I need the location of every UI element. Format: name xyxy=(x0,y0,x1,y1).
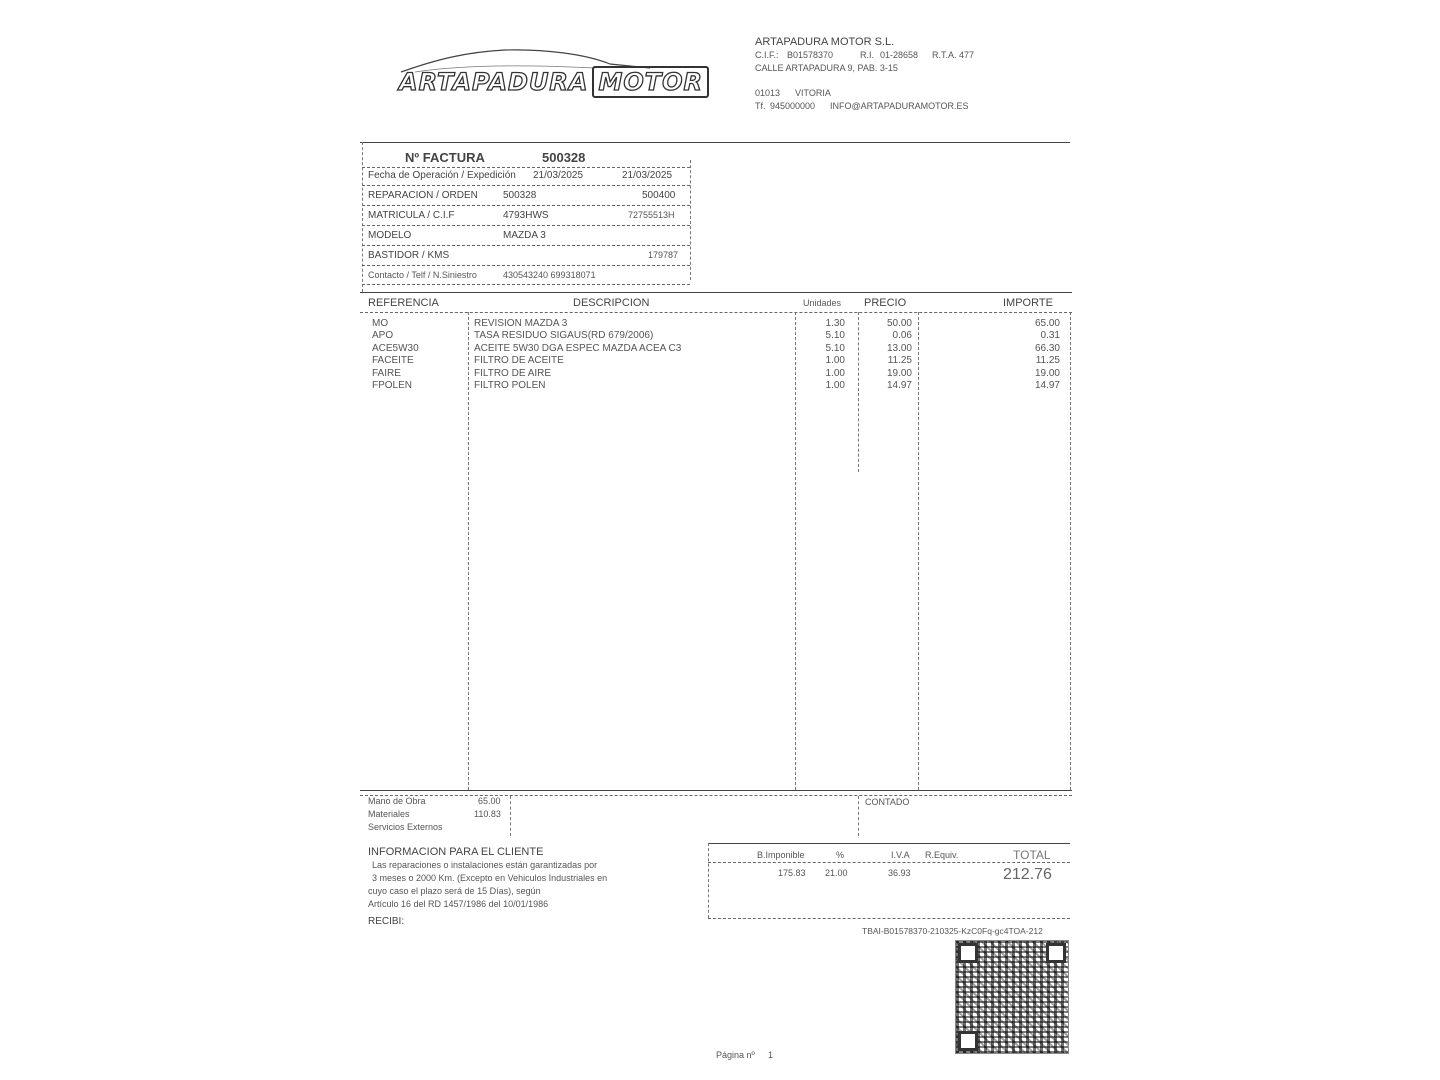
row-desc: FILTRO POLEN xyxy=(474,380,546,391)
col-header-ref: REFERENCIA xyxy=(368,297,439,309)
invoice-date-label: Fecha de Operación / Expedición xyxy=(368,170,516,181)
invoice-chassis-label: BASTIDOR / KMS xyxy=(368,250,450,261)
totals-pct-value: 21.00 xyxy=(825,868,848,878)
logo-motor-text: MOTOR xyxy=(592,66,709,98)
company-ri-value: 01-28658 xyxy=(880,50,919,60)
company-email: INFO@ARTAPADURAMOTOR.ES xyxy=(830,101,969,111)
totals-base-label: B.Imponible xyxy=(757,850,805,860)
totals-pct-label: % xyxy=(836,850,845,860)
client-info-line-3: cuyo caso el plazo será de 15 Días), según xyxy=(368,886,541,896)
row-price: 13.00 xyxy=(886,342,912,354)
row-qty: 1.00 xyxy=(825,355,845,367)
invoice-date-value1: 21/03/2025 xyxy=(533,170,584,181)
company-city: VITORIA xyxy=(795,88,831,98)
invoice-date-value2: 21/03/2025 xyxy=(622,170,673,181)
row-qty: 1.00 xyxy=(825,367,845,379)
invoice-order-label: REPARACION / ORDEN xyxy=(368,190,478,201)
row-price: 0.06 xyxy=(892,330,912,342)
summary-labor-value: 65.00 xyxy=(478,796,501,806)
client-info-line-4: Artículo 16 del RD 1457/1986 del 10/01/1986 xyxy=(368,899,549,909)
receipt-label: RECIBI: xyxy=(368,916,405,927)
invoice-number-value: 500328 xyxy=(542,150,586,165)
summary-parts-label: Materiales xyxy=(368,809,410,819)
company-tel-label: Tf. xyxy=(755,101,766,111)
row-amount: 65.00 xyxy=(1034,318,1060,329)
summary-parts-value: 110.83 xyxy=(474,809,501,819)
totals-total-value: 212.76 xyxy=(1003,866,1052,883)
company-postal-code: 01013 xyxy=(755,88,781,98)
row-amount: 14.97 xyxy=(1034,380,1060,391)
row-price: 11.25 xyxy=(887,355,912,367)
col-header-price: PRECIO xyxy=(864,297,907,309)
row-amount: 19.00 xyxy=(1034,367,1060,379)
page-number: 1 xyxy=(768,1050,774,1060)
row-desc: ACEITE 5W30 DGA ESPEC MAZDA ACEA C3 xyxy=(474,342,682,354)
invoice-contact-value: 430543240 699318071 xyxy=(503,270,596,280)
company-name: ARTAPADURA MOTOR S.L. xyxy=(755,36,895,48)
page-label: Página nº xyxy=(716,1050,755,1060)
totals-iva-value: 36.93 xyxy=(888,868,911,878)
col-header-qty: Unidades xyxy=(803,298,842,308)
row-price: 14.97 xyxy=(886,380,912,391)
company-logo xyxy=(395,46,704,98)
row-desc: FILTRO DE ACEITE xyxy=(474,355,564,367)
row-amount: 66.30 xyxy=(1034,342,1060,354)
row-qty: 1.00 xyxy=(825,380,845,391)
qr-code xyxy=(955,940,1069,1054)
totals-total-label: TOTAL xyxy=(1013,848,1051,862)
col-header-desc: DESCRIPCION xyxy=(573,297,650,309)
company-address: CALLE ARTAPADURA 9, PAB. 3-15 xyxy=(755,63,898,73)
row-amount: 0.31 xyxy=(1040,330,1060,342)
row-ref: APO xyxy=(372,330,394,342)
company-tel-value: 945000000 xyxy=(770,101,816,111)
invoice-customer-cif: 72755513H xyxy=(628,210,675,220)
totals-surcharge-label: R.Equiv. xyxy=(925,850,959,860)
invoice-contact-label: Contacto / Telf / N.Siniestro xyxy=(368,270,477,280)
row-amount: 11.25 xyxy=(1035,355,1060,367)
client-info-title: INFORMACION PARA EL CLIENTE xyxy=(368,846,544,858)
client-info-line-1: Las reparaciones o instalaciones están garantizadas por xyxy=(372,860,598,870)
company-cif-value: B01578370 xyxy=(787,50,834,60)
invoice-chassis-value: 179787 xyxy=(648,250,679,260)
invoice-number-label: Nº FACTURA xyxy=(405,150,485,165)
row-desc: REVISION MAZDA 3 xyxy=(474,318,568,329)
row-ref: ACE5W30 xyxy=(372,342,419,354)
row-ref: FACEITE xyxy=(372,355,414,367)
row-qty: 5.10 xyxy=(825,342,845,354)
verification-code: TBAI-B01578370-210325-KzC0Fq-gc4TOA-212 xyxy=(862,926,1043,936)
totals-base-value: 175.83 xyxy=(778,868,806,878)
row-desc: FILTRO DE AIRE xyxy=(474,367,552,379)
company-rta: R.T.A. 477 xyxy=(932,50,975,60)
summary-external-label: Servicios Externos xyxy=(368,822,443,832)
row-ref: FPOLEN xyxy=(372,380,413,391)
row-qty: 5.10 xyxy=(825,330,845,342)
summary-received-label: CONTADO xyxy=(865,797,910,807)
company-cif-label: C.I.F.: xyxy=(755,50,779,60)
invoice-plate-value: 4793HWS xyxy=(503,210,549,221)
invoice-model-value: MAZDA 3 xyxy=(503,230,546,241)
invoice-order-value1: 500328 xyxy=(503,190,537,201)
row-desc: TASA RESIDUO SIGAUS(RD 679/2006) xyxy=(474,330,654,342)
logo-brand-text: ARTAPADURA xyxy=(399,68,589,96)
row-ref: FAIRE xyxy=(372,367,401,379)
col-header-amount: IMPORTE xyxy=(1003,297,1053,309)
company-ri-label: R.I. xyxy=(860,50,875,60)
row-ref: MO xyxy=(372,318,389,329)
invoice-order-value2: 500400 xyxy=(642,190,676,201)
row-qty: 1.30 xyxy=(825,318,845,329)
invoice-plate-label: MATRICULA / C.I.F xyxy=(368,210,455,221)
invoice-model-label: MODELO xyxy=(368,230,412,241)
totals-iva-label: I.V.A xyxy=(891,850,910,860)
client-info-line-2: 3 meses o 2000 Km. (Excepto en Vehiculos Industriales en xyxy=(372,873,608,883)
row-price: 50.00 xyxy=(886,318,912,329)
row-price: 19.00 xyxy=(886,367,912,379)
summary-labor-label: Mano de Obra xyxy=(368,796,426,806)
